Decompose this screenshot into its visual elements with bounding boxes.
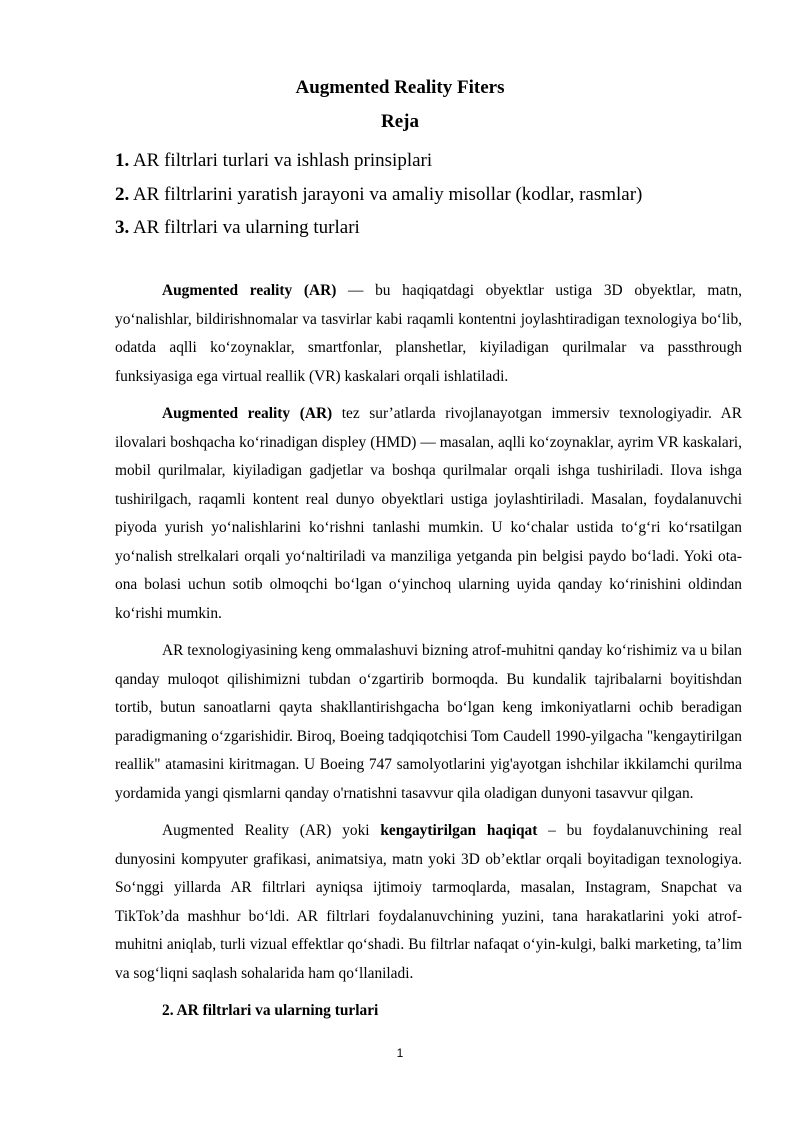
- plan-item-3: [115, 211, 642, 245]
- document-title: Augmented Reality Fiters: [295, 77, 505, 98]
- paragraph-text: – bu foydalanuvchining real dunyosini kompyuter grafikasi, animatsiya, matn yoki 3D ob’ektlar orqali boyitadigan texnologiya. So‘nggi yillarda AR filtrlari ayniqsa ijtimoiy tarmoqlarda, masalan, Instagram, Snapchat va TikTok’da mashhur bo‘ldi. AR filtrlari foydalanuvchining yuzini, tana harakatlarini yoki atrof-muhitni aniqlab, turli vizual effektlar qo‘shadi. Bu filtrlar nafaqat o‘yin-kulgi, balki marketing, ta’lim va sog‘liqni saqlash sohalarida ham qo‘llaniladi.: [115, 822, 742, 982]
- plan-list: [115, 144, 642, 245]
- bold-term: Augmented reality (AR): [162, 282, 337, 299]
- document-body: [115, 277, 742, 1025]
- plan-item-2: [115, 178, 642, 212]
- paragraph-text: Augmented Reality (AR) yoki: [162, 822, 381, 839]
- plan-item-number: 1.: [115, 150, 130, 171]
- plan-item-text: AR filtrlarini yaratish jarayoni va amaliy misollar (kodlar, rasmlar): [129, 183, 643, 205]
- plan-item-text: AR filtrlari turlari va ishlash prinsiplari: [129, 150, 433, 171]
- plan-item-number: 2.: [115, 183, 130, 205]
- paragraph-ar-history: AR texnologiyasining keng ommalashuvi bizning atrof-muhitni qanday ko‘rishimiz va u bilan qanday muloqot qilishimizni tubdan o‘zgartirib bormoqda. Bu kundalik tajribalarni boyitishdan tortib, butun sanoatlarni qayta shakllantirishgacha bo‘lgan keng imkoniyatlarni ochib beradigan paradigmaning o‘zgarishidir. Biroq, Boeing tadqiqotchisi Tom Caudell 1990-yilgacha "kengaytirilgan reallik" atamasini kiritmagan. U Boeing 747 samolyotlarini yig'ayotgan ishchilar ikkilamchi qurilma yordamida yangi qismlarni qanday o'rnatishni tasavvur qila oladigan dunyoni tasavvur qilgan.: [115, 642, 742, 802]
- page-number: 1: [396, 1046, 404, 1060]
- bold-term: Augmented reality (AR): [162, 405, 333, 422]
- paragraph-ar-definition: [115, 277, 742, 391]
- bold-term: kengaytirilgan haqiqat: [380, 822, 538, 839]
- plan-heading: Reja: [381, 111, 419, 132]
- section-subheading: 2. AR filtrlari va ularning turlari: [162, 1002, 379, 1019]
- paragraph-text: — bu haqiqatdagi obyektlar ustiga 3D obyektlar, matn, yo‘nalishlar, bildirishnomalar va tasvirlar kabi raqamli kontentni joylashtiradigan texnologiya bo‘lib, odatda aqlli ko‘zoynaklar, smartfonlar, planshetlar, kiyiladigan qurilmalar va passthrough funksiyasiga ega virtual reallik (VR) kaskalari orqali ishlatiladi.: [115, 282, 742, 385]
- paragraph-text: tez sur’atlarda rivojlanayotgan immersiv texnologiyadir. AR ilovalari boshqacha ko‘rinadigan displey (HMD) — masalan, aqlli ko‘zoynaklar, ayrim VR kaskalari, mobil qurilmalar, kiyiladigan gadjetlar va boshqa qurilmalar orqali ishga tushiriladi. Ilova ishga tushirilgach, raqamli kontent real dunyo obyektlari ustiga joylashtiriladi. Masalan, foydalanuvchi piyoda yurish yo‘nalishlarini ko‘rishni tanlashi mumkin. U ko‘chalar ustida to‘g‘ri ko‘rsatilgan yo‘nalish strelkalari orqali yo‘naltiriladi va manziliga yetganda pin belgisi paydo bo‘ladi. Yoki ota-ona bolasi uchun sotib olmoqchi bo‘lgan o‘yinchoq ularning uyida qanday ko‘rinishini oldindan ko‘rishi mumkin.: [115, 405, 742, 622]
- paragraph-ar-filters: [115, 817, 742, 988]
- plan-item-1: [115, 144, 642, 178]
- plan-item-text: AR filtrlari va ularning turlari: [129, 217, 360, 238]
- plan-item-number: 3.: [115, 217, 130, 238]
- paragraph-ar-immersive: [115, 400, 742, 628]
